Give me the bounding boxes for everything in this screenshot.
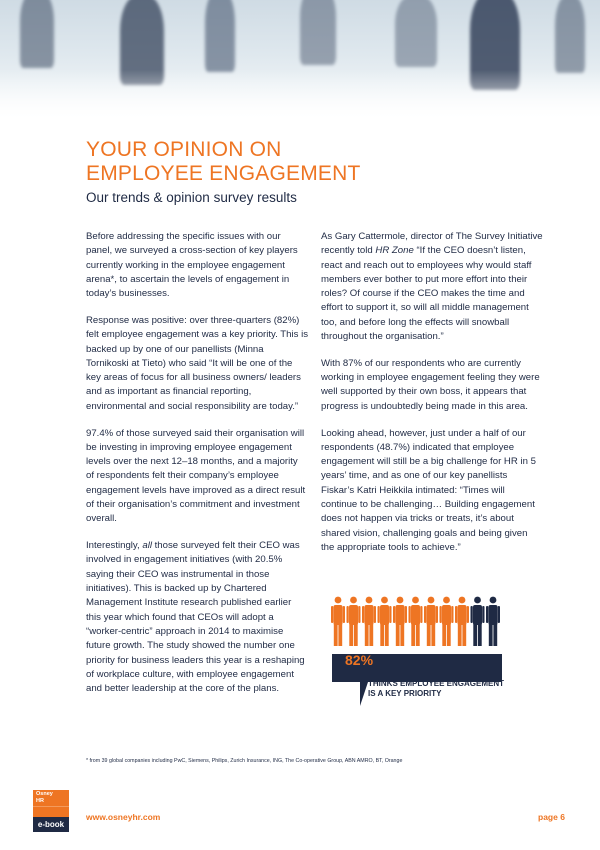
header-photo (0, 0, 600, 122)
page-subtitle: Our trends & opinion survey results (86, 190, 297, 205)
page-title (86, 138, 361, 186)
person-icon (455, 597, 469, 646)
text-run: “If the CEO doesn’t listen, react and reach out to employees why would staff members ever bother to put more effort into their roles? Of course if the CEO makes the time and effort to support it, so will all middle management too, and before long the effects will snowball throughout the organisation.” (321, 245, 532, 343)
paragraph: With 87% of our respondents who are currently working in employee engagement feeling they were well supported by their own boss, it appears that progress is undoubtedly being made in this area. (321, 357, 540, 412)
paragraph: Looking ahead, however, just under a half of our respondents (48.7%) indicated that employee engagement will still be a big challenge for HR in 5 years’ time, and as one of our key panellists Fiskar’s Katri Heikkila intimated: “Times will continue to be challenging… Building engagement does not happen via tricks or treats, it’s about shared vision, challenging goals and being given the appropriate tools to achieve.” (321, 427, 536, 553)
person-icon (409, 597, 423, 646)
emphasis: HR Zone (375, 245, 414, 257)
person-icon (347, 597, 361, 646)
title-line-2: EMPLOYEE ENGAGEMENT (86, 162, 361, 185)
title-line-1: YOUR OPINION ON (86, 138, 282, 161)
paragraph: Before addressing the specific issues with our panel, we surveyed a cross-section of key players currently working in the employee engagement arena*, to ascertain the levels of engagement in today’s businesses. (86, 231, 298, 300)
left-column (86, 230, 308, 709)
page-number: page 6 (538, 812, 565, 822)
paragraph (86, 539, 308, 696)
paragraph: 97.4% of those surveyed said their organisation will be investing in improving employee engagement levels over the next 12–18 months, and a majority of respondents felt their company’s employee engagement levels have improved as a direct result of their organisation’s commitment and investment overall. (86, 427, 306, 525)
person-icon (486, 597, 500, 646)
paragraph: Response was positive: over three-quarters (82%) felt employee engagement was a key priority. This is backed up by one of our panellists (Minna Tornikoski at Tieto) who said “It will be one of the key areas of focus for all business owners/ leaders and as important as financial reporting, environmental and social responsibility are today.” (86, 314, 309, 412)
logo-text: HR (36, 798, 44, 804)
website-link[interactable]: www.osneyhr.com (86, 812, 161, 822)
text-run: As Gary Cattermole, director of The Survey Initiative recently told (321, 231, 543, 257)
osney-hr-logo (33, 790, 69, 834)
person-icon (378, 597, 392, 646)
person-icon (440, 597, 454, 646)
infographic-label (368, 679, 518, 699)
person-icon (424, 597, 438, 646)
infographic-percent: 82% (345, 652, 374, 668)
person-icon (471, 597, 485, 646)
emphasis: all (142, 540, 152, 552)
label-line: THINKS EMPLOYEE ENGAGEMENT (368, 679, 505, 688)
footnote: * from 39 global companies including PwC, Siemens, Philips, Zurich Insurance, ING, The Co-operative Group, ABN AMRO, BT, Orange (86, 758, 403, 764)
logo-text: Osney (36, 791, 53, 797)
text-run: those surveyed felt their CEO was involved in engagement initiatives (with 20.5% saying their CEO was instrumental in those initiatives). This is backed up by Chartered Management Institute research published earlier this year which found that CEOs will adopt a “worker-centric” approach in 2014 to maximise future growth. The study showed the number one priority for business leaders this year is a reshaping of workplace culture, with employee engagement and better leadership at the core of the plans. (86, 540, 305, 695)
person-icon (393, 597, 407, 646)
text-run: Interestingly, (86, 540, 143, 552)
ebook-label: e-book (33, 817, 69, 832)
label-line: IS A KEY PRIORITY (368, 689, 442, 698)
person-icon (331, 597, 345, 646)
people-icons (331, 597, 500, 646)
paragraph (321, 230, 543, 344)
right-column (321, 230, 543, 568)
person-icon (362, 597, 376, 646)
